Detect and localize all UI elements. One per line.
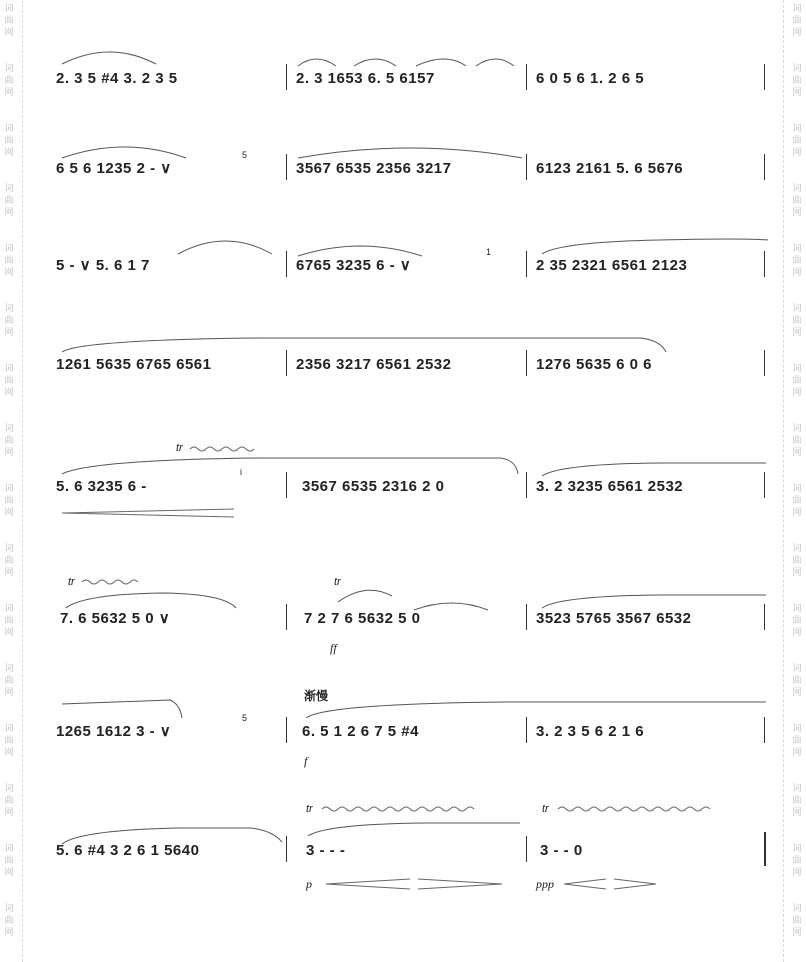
watermark-char: 词 xyxy=(4,664,14,674)
watermark-strip-left xyxy=(0,0,18,962)
watermark-char: 词 xyxy=(792,484,802,494)
watermark-char: 曲 xyxy=(792,676,802,686)
slur xyxy=(336,586,396,604)
watermark-char: 词 xyxy=(4,4,14,14)
watermark-char: 词 xyxy=(4,304,14,314)
diminuendo-hairpin xyxy=(62,508,238,518)
barline xyxy=(286,604,287,630)
watermark-char: 网 xyxy=(792,268,802,278)
watermark-char: 网 xyxy=(4,568,14,578)
measure-text: 1276 5635 6 0 6 xyxy=(536,356,652,373)
watermark-char: 曲 xyxy=(4,496,14,506)
watermark-char: 曲 xyxy=(792,376,802,386)
watermark-char: 网 xyxy=(4,928,14,938)
watermark-char: 曲 xyxy=(4,436,14,446)
barline xyxy=(764,64,765,90)
measure-text: 7 2 7 6 5632 5 0 xyxy=(304,610,421,627)
watermark-char: 网 xyxy=(4,628,14,638)
slur xyxy=(296,52,526,68)
watermark-char: 网 xyxy=(792,388,802,398)
watermark-char: 曲 xyxy=(792,196,802,206)
watermark-char: 词 xyxy=(4,544,14,554)
watermark-char: 曲 xyxy=(792,16,802,26)
barline xyxy=(286,154,287,180)
watermark-char: 曲 xyxy=(4,916,14,926)
watermark-char: 曲 xyxy=(792,256,802,266)
measure-text: 6 5 6 1235 2 - ∨ xyxy=(56,160,172,177)
watermark-char: 网 xyxy=(4,268,14,278)
watermark-char: 词 xyxy=(4,484,14,494)
grace-note: 5 xyxy=(242,150,248,160)
watermark-char: 词 xyxy=(4,184,14,194)
watermark-char: 网 xyxy=(792,508,802,518)
watermark-char: 曲 xyxy=(792,856,802,866)
watermark-char: 网 xyxy=(792,148,802,158)
barline xyxy=(526,64,527,90)
grace-note: 1 xyxy=(486,247,492,257)
slur xyxy=(540,238,770,256)
watermark-char: 网 xyxy=(4,748,14,758)
watermark-char: 网 xyxy=(4,328,14,338)
barline xyxy=(526,604,527,630)
measure-text: 7. 6 5632 5 0 ∨ xyxy=(60,610,171,627)
watermark-char: 词 xyxy=(792,64,802,74)
measure-text: 3 - - 0 xyxy=(540,842,583,859)
barline xyxy=(526,251,527,277)
watermark-char: 网 xyxy=(792,928,802,938)
watermark-char: 曲 xyxy=(792,316,802,326)
watermark-char: 曲 xyxy=(792,136,802,146)
trill-line xyxy=(82,577,140,587)
watermark-char: 词 xyxy=(792,304,802,314)
watermark-char: 网 xyxy=(4,28,14,38)
measure-text: 2. 3 5 #4 3. 2 3 5 xyxy=(56,70,178,87)
slur xyxy=(306,822,522,838)
measure-text: 1261 5635 6765 6561 xyxy=(56,356,212,373)
watermark-char: 网 xyxy=(792,28,802,38)
watermark-char: 曲 xyxy=(4,16,14,26)
measure-text: 3. 2 3235 6561 2532 xyxy=(536,478,684,495)
slur xyxy=(176,234,276,256)
watermark-char: 网 xyxy=(792,628,802,638)
tempo-marking: 渐慢 xyxy=(304,689,329,703)
watermark-char: 曲 xyxy=(4,76,14,86)
slur xyxy=(64,592,240,610)
trill-mark: tr xyxy=(306,803,313,815)
trill-mark: tr xyxy=(68,576,75,588)
watermark-char: 词 xyxy=(4,604,14,614)
measure-text: 6765 3235 6 - ∨ xyxy=(296,257,412,274)
slur xyxy=(60,698,184,720)
barline xyxy=(526,154,527,180)
watermark-char: 曲 xyxy=(4,856,14,866)
watermark-char: 网 xyxy=(4,148,14,158)
watermark-char: 网 xyxy=(792,328,802,338)
watermark-char: 词 xyxy=(4,784,14,794)
watermark-char: 词 xyxy=(792,124,802,134)
measure-text: 6. 5 1 2 6 7 5 #4 xyxy=(302,723,419,740)
measure-text: 2356 3217 6561 2532 xyxy=(296,356,452,373)
watermark-char: 词 xyxy=(792,784,802,794)
trill-mark: tr xyxy=(334,576,341,588)
watermark-char: 网 xyxy=(4,808,14,818)
watermark-char: 曲 xyxy=(792,556,802,566)
watermark-char: 词 xyxy=(792,604,802,614)
watermark-char: 词 xyxy=(792,904,802,914)
measure-text: 3567 6535 2356 3217 xyxy=(296,160,452,177)
watermark-char: 网 xyxy=(4,208,14,218)
dynamic-mark: ff xyxy=(330,641,337,655)
trill-line xyxy=(190,444,256,454)
slur xyxy=(60,826,284,846)
watermark-char: 曲 xyxy=(792,76,802,86)
slur xyxy=(540,462,768,478)
watermark-char: 词 xyxy=(792,4,802,14)
watermark-char: 网 xyxy=(792,748,802,758)
watermark-char: 曲 xyxy=(4,376,14,386)
watermark-char: 词 xyxy=(792,544,802,554)
watermark-char: 曲 xyxy=(792,736,802,746)
dynamic-mark: ppp xyxy=(536,877,554,891)
slur xyxy=(60,336,670,354)
watermark-char: 曲 xyxy=(4,556,14,566)
watermark-char: 词 xyxy=(792,844,802,854)
watermark-char: 网 xyxy=(792,448,802,458)
barline xyxy=(286,717,287,743)
measure-text: 5. 6 #4 3 2 6 1 5640 xyxy=(56,842,200,859)
slur xyxy=(296,240,426,258)
measure-text: 3 - - - xyxy=(306,842,346,859)
barline xyxy=(526,717,527,743)
barline xyxy=(764,717,765,743)
watermark-char: 曲 xyxy=(4,616,14,626)
watermark-char: 曲 xyxy=(4,136,14,146)
watermark-char: 词 xyxy=(792,364,802,374)
watermark-char: 网 xyxy=(4,868,14,878)
slur xyxy=(296,142,526,160)
watermark-char: 曲 xyxy=(792,496,802,506)
measure-text: 5. 6 3235 6 - xyxy=(56,478,147,495)
slur xyxy=(60,46,160,66)
barline xyxy=(286,251,287,277)
watermark-char: 曲 xyxy=(4,256,14,266)
final-barline xyxy=(764,832,766,866)
slur xyxy=(60,140,190,160)
hairpin xyxy=(326,878,504,890)
measure-text: 3523 5765 3567 6532 xyxy=(536,610,692,627)
watermark-char: 网 xyxy=(4,508,14,518)
barline xyxy=(764,350,765,376)
watermark-char: 词 xyxy=(792,244,802,254)
watermark-char: 词 xyxy=(4,904,14,914)
trill-mark: tr xyxy=(542,803,549,815)
watermark-char: 曲 xyxy=(792,916,802,926)
watermark-char: 曲 xyxy=(4,736,14,746)
measure-text: 2. 3 1653 6. 5 6157 xyxy=(296,70,435,87)
watermark-char: 曲 xyxy=(4,676,14,686)
watermark-char: 网 xyxy=(792,688,802,698)
measure-text: 1265 1612 3 - ∨ xyxy=(56,723,172,740)
measure-text: 6 0 5 6 1. 2 6 5 xyxy=(536,70,645,87)
hairpin xyxy=(564,878,660,890)
watermark-char: 词 xyxy=(4,124,14,134)
watermark-char: 网 xyxy=(792,568,802,578)
dynamic-mark: f xyxy=(304,754,308,768)
watermark-char: 网 xyxy=(792,868,802,878)
watermark-char: 网 xyxy=(4,448,14,458)
watermark-char: 词 xyxy=(792,184,802,194)
watermark-char: 词 xyxy=(792,664,802,674)
dynamic-mark: p xyxy=(306,877,312,891)
slur xyxy=(412,598,492,612)
watermark-char: 词 xyxy=(792,424,802,434)
barline xyxy=(286,64,287,90)
watermark-char: 曲 xyxy=(792,436,802,446)
measure-text: 2 35 2321 6561 2123 xyxy=(536,257,688,274)
watermark-char: 词 xyxy=(4,364,14,374)
watermark-char: 网 xyxy=(4,688,14,698)
watermark-char: 曲 xyxy=(4,196,14,206)
grace-note: i xyxy=(240,467,242,477)
barline xyxy=(286,836,287,862)
measure-text: 6123 2161 5. 6 5676 xyxy=(536,160,684,177)
margin-guide-right xyxy=(783,0,784,962)
barline xyxy=(764,154,765,180)
slur xyxy=(540,594,768,610)
margin-guide-left xyxy=(22,0,23,962)
barline xyxy=(526,472,527,498)
watermark-char: 网 xyxy=(4,88,14,98)
measure-text: 5 - ∨ 5. 6 1 7 xyxy=(56,257,150,274)
watermark-char: 网 xyxy=(4,388,14,398)
watermark-char: 网 xyxy=(792,208,802,218)
watermark-char: 词 xyxy=(4,424,14,434)
watermark-char: 词 xyxy=(4,844,14,854)
watermark-char: 词 xyxy=(4,724,14,734)
slur xyxy=(304,700,768,720)
watermark-char: 词 xyxy=(4,244,14,254)
watermark-char: 曲 xyxy=(4,316,14,326)
trill-line xyxy=(558,804,718,814)
measure-text: 3. 2 3 5 6 2 1 6 xyxy=(536,723,645,740)
trill-mark: tr xyxy=(176,442,183,454)
slur xyxy=(60,456,520,476)
watermark-char: 网 xyxy=(792,808,802,818)
watermark-char: 词 xyxy=(792,724,802,734)
trill-line xyxy=(322,804,482,814)
barline xyxy=(526,836,527,862)
watermark-strip-right xyxy=(788,0,806,962)
watermark-char: 网 xyxy=(792,88,802,98)
watermark-char: 曲 xyxy=(792,616,802,626)
watermark-char: 曲 xyxy=(4,796,14,806)
measure-text: 3567 6535 2316 2 0 xyxy=(302,478,445,495)
watermark-char: 曲 xyxy=(792,796,802,806)
grace-note: 5 xyxy=(242,713,248,723)
watermark-char: 词 xyxy=(4,64,14,74)
